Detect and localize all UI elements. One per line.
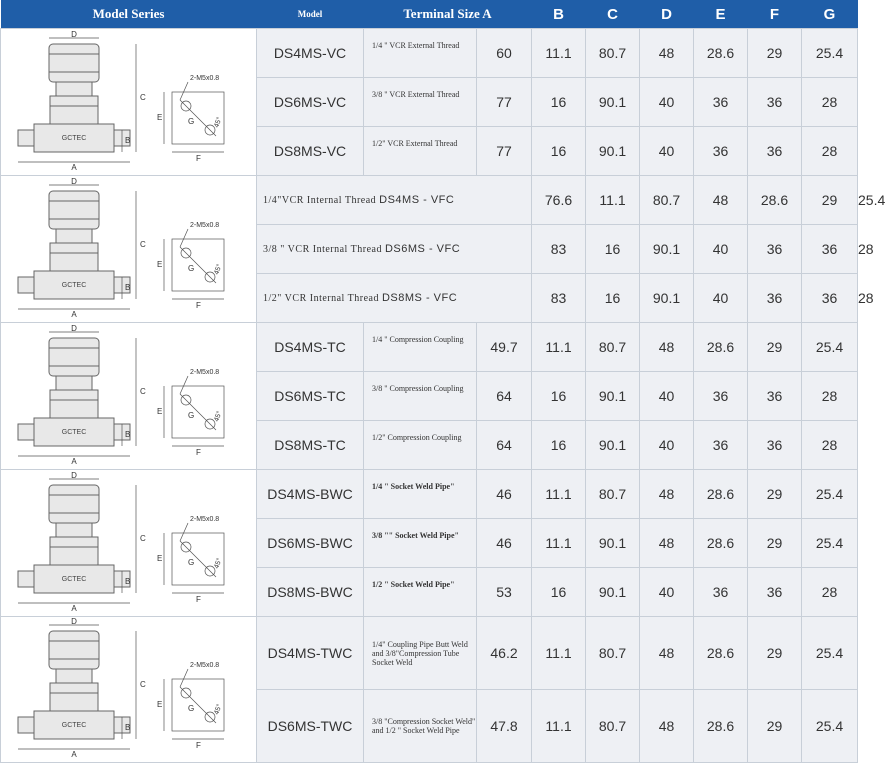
table-row (1, 470, 858, 519)
dim-c-cell: 90.1 (586, 78, 640, 127)
dim-g-cell: 25.4 (802, 519, 858, 568)
header-f: F (748, 0, 802, 29)
dim-c-label: C (139, 239, 146, 249)
dim-e-cell: 28.6 (694, 323, 748, 372)
valve-diagram (4, 471, 254, 611)
dim-f-cell: 29 (748, 519, 802, 568)
table-row: GCTEC D A C B E F G 2-M5x0.8 45° 1/4"VCR Internal Thread DS4MS - VFC 76.6 11.1 80.7 48 28.6 29 25.4 (1, 176, 858, 225)
terminal-model-cell (257, 176, 532, 225)
dim-c-cell: 90.1 (586, 568, 640, 617)
dim-a-cell: 46 (477, 470, 532, 519)
dim-b-cell: 11.1 (532, 690, 586, 763)
dim-a-label: A (70, 750, 77, 759)
dim-f-cell: 36 (748, 421, 802, 470)
dim-c-cell: 90.1 (640, 274, 694, 323)
bonnet-nut (50, 537, 98, 565)
dim-b-label: B (124, 135, 130, 145)
model-cell: DS6MS-VC (257, 78, 364, 127)
angle-label: 45° (212, 703, 224, 716)
dim-e-label: E (156, 406, 162, 416)
valve-diagram (4, 617, 254, 757)
terminal-cell: 1/4 " Compression Coupling (364, 323, 477, 372)
dim-f-cell: 29 (748, 470, 802, 519)
dim-c-cell: 90.1 (586, 372, 640, 421)
dim-e-cell: 36 (748, 225, 802, 274)
header-c: C (586, 0, 640, 29)
terminal-cell: 1/2" Compression Coupling (364, 421, 477, 470)
dim-g-cell: 28 (802, 127, 858, 176)
end-fitting-left (18, 130, 34, 146)
model-code: DS8MS - VFC (381, 292, 458, 304)
dim-c-cell: 80.7 (586, 617, 640, 690)
model-code: DS6MS - VFC (384, 243, 461, 255)
dim-a-cell: 46.2 (477, 617, 532, 690)
dim-c-cell: 90.1 (640, 225, 694, 274)
dim-e-cell: 28.6 (694, 617, 748, 690)
handle-knob (49, 338, 99, 376)
dim-d-label: D (70, 470, 77, 480)
diagram-cell (1, 617, 257, 763)
header-model-series: Model Series (1, 0, 257, 29)
dim-b-cell: 16 (532, 421, 586, 470)
dim-e-cell: 28.6 (694, 519, 748, 568)
valve-diagram (4, 30, 254, 170)
dim-c-cell: 80.7 (586, 470, 640, 519)
dim-f-cell: 29 (748, 617, 802, 690)
dim-e-cell: 36 (694, 421, 748, 470)
dim-b-cell: 11.1 (532, 323, 586, 372)
brand-mark: GCTEC (61, 134, 86, 142)
bonnet-neck (56, 669, 92, 683)
angle-label: 45° (212, 115, 224, 129)
dim-a-cell: 64 (477, 421, 532, 470)
dim-e-cell: 28.6 (694, 690, 748, 763)
thread-spec-label: 2-M5x0.8 (189, 368, 219, 376)
dim-c-cell: 80.7 (586, 323, 640, 372)
dim-d-cell: 48 (640, 519, 694, 568)
model-cell: DS8MS-TC (257, 421, 364, 470)
dim-a-cell: 47.8 (477, 690, 532, 763)
angle-label: 45° (212, 409, 224, 423)
header-e: E (694, 0, 748, 29)
brand-mark: GCTEC (61, 281, 86, 289)
header-terminal: Terminal Size A (364, 0, 532, 29)
dim-a-cell: 46 (477, 519, 532, 568)
dim-d-cell: 48 (640, 470, 694, 519)
dim-f-label: F (195, 447, 201, 457)
dim-f-label: F (195, 300, 201, 310)
dim-b-cell: 16 (532, 568, 586, 617)
dim-d-label: D (70, 176, 77, 186)
dim-f-cell: 36 (802, 274, 858, 323)
model-code: DS4MS - VFC (379, 194, 455, 206)
angle-label: 45° (212, 262, 224, 276)
dim-e-label: E (156, 259, 162, 269)
header-d: D (640, 0, 694, 29)
bonnet-nut (50, 390, 98, 418)
dim-f-label: F (195, 741, 201, 750)
dim-b-cell: 11.1 (532, 519, 586, 568)
dim-g-cell: 28 (802, 78, 858, 127)
thread-spec-label: 2-M5x0.8 (189, 74, 219, 82)
dim-b-cell: 16 (532, 78, 586, 127)
dim-f-label: F (195, 594, 201, 604)
dim-a-cell: 60 (477, 29, 532, 78)
bonnet-neck (56, 82, 92, 96)
dim-b-label: B (124, 429, 130, 439)
dim-g-cell: 25.4 (802, 29, 858, 78)
table-row (1, 617, 858, 690)
dim-e-label: E (156, 112, 162, 122)
terminal-cell: 1/4 " VCR External Thread (364, 29, 477, 78)
dim-b-cell: 16 (586, 225, 640, 274)
table-row: 3/8 " VCR Internal Thread DS6MS - VFC 83 16 90.1 40 36 36 28 (1, 225, 858, 274)
dim-f-cell: 29 (748, 323, 802, 372)
dim-c-cell: 80.7 (586, 690, 640, 763)
dim-c-label: C (139, 680, 146, 689)
dim-b-label: B (124, 282, 130, 292)
dim-d-cell: 48 (640, 690, 694, 763)
dim-d-cell: 48 (694, 176, 748, 225)
terminal-size: 3/8 " VCR Internal Thread (263, 244, 382, 255)
dim-a-label: A (70, 309, 77, 319)
dim-e-cell: 36 (694, 127, 748, 176)
dim-g-label: G (187, 116, 194, 126)
dim-c-label: C (139, 386, 146, 396)
dim-d-cell: 40 (640, 127, 694, 176)
dim-f-cell: 36 (748, 372, 802, 421)
end-fitting-left (18, 424, 34, 440)
dim-d-cell: 40 (640, 568, 694, 617)
dim-d-cell: 48 (640, 29, 694, 78)
header-g: G (802, 0, 858, 29)
dim-g-label: G (187, 704, 194, 713)
diagram-cell (1, 323, 257, 470)
dim-g-cell: 25.4 (802, 470, 858, 519)
terminal-size: 1/4"VCR Internal Thread (263, 195, 377, 206)
dim-d-label: D (70, 323, 77, 333)
dim-d-cell: 48 (640, 323, 694, 372)
dim-f-cell: 36 (748, 127, 802, 176)
dim-a-cell: 77 (477, 78, 532, 127)
diagram-cell (1, 176, 257, 323)
valve-diagram (4, 177, 254, 317)
terminal-cell: 3/8 "" Socket Weld Pipe" (364, 519, 477, 568)
dim-c-cell: 80.7 (640, 176, 694, 225)
dim-a-cell: 76.6 (532, 176, 586, 225)
handle-knob (49, 485, 99, 523)
dim-a-cell: 53 (477, 568, 532, 617)
dim-g-cell: 28 (802, 568, 858, 617)
bonnet-nut (50, 243, 98, 271)
dim-c-cell: 90.1 (586, 421, 640, 470)
dim-e-cell: 36 (748, 274, 802, 323)
dim-a-cell: 83 (532, 274, 586, 323)
diagram-cell (1, 470, 257, 617)
valve-diagram (4, 324, 254, 464)
dim-a-cell: 49.7 (477, 323, 532, 372)
dim-a-label: A (70, 603, 77, 613)
bonnet-neck (56, 229, 92, 243)
dim-b-label: B (124, 576, 130, 586)
model-cell: DS4MS-VC (257, 29, 364, 78)
dim-b-cell: 11.1 (532, 470, 586, 519)
handle-knob (49, 631, 99, 669)
dim-f-cell: 36 (802, 225, 858, 274)
bonnet-nut (50, 96, 98, 124)
dim-g-label: G (187, 263, 194, 273)
dim-e-label: E (156, 553, 162, 563)
dim-f-cell: 29 (748, 29, 802, 78)
brand-mark: GCTEC (61, 722, 86, 729)
diagram-cell (1, 29, 257, 176)
dim-a-cell: 77 (477, 127, 532, 176)
terminal-cell: 1/4 " Socket Weld Pipe" (364, 470, 477, 519)
thread-spec-label: 2-M5x0.8 (189, 221, 219, 229)
dim-d-cell: 40 (640, 372, 694, 421)
dim-g-cell: 28 (802, 372, 858, 421)
terminal-cell: 3/8 "Compression Socket Weld" and 1/2 " Socket Weld Pipe (364, 690, 477, 763)
model-cell: DS4MS-TC (257, 323, 364, 372)
dim-b-cell: 16 (532, 372, 586, 421)
end-fitting-left (18, 571, 34, 587)
terminal-model-cell (257, 225, 532, 274)
dim-g-cell: 25.4 (802, 617, 858, 690)
model-cell: DS8MS-VC (257, 127, 364, 176)
terminal-model-cell (257, 274, 532, 323)
model-cell: DS6MS-TWC (257, 690, 364, 763)
brand-mark: GCTEC (61, 428, 86, 436)
header-row (1, 0, 858, 29)
dim-g-label: G (187, 410, 194, 420)
model-cell: DS8MS-BWC (257, 568, 364, 617)
bonnet-neck (56, 523, 92, 537)
terminal-cell: 1/2" VCR External Thread (364, 127, 477, 176)
terminal-cell: 3/8 " Compression Coupling (364, 372, 477, 421)
dim-a-label: A (70, 162, 77, 172)
handle-knob (49, 191, 99, 229)
dim-b-cell: 16 (532, 127, 586, 176)
dim-e-cell: 36 (694, 372, 748, 421)
end-fitting-left (18, 277, 34, 293)
dim-d-cell: 40 (640, 421, 694, 470)
dim-a-cell: 83 (532, 225, 586, 274)
dim-b-cell: 11.1 (586, 176, 640, 225)
dim-e-cell: 28.6 (694, 29, 748, 78)
dim-g-label: G (187, 557, 194, 567)
dim-c-label: C (139, 533, 146, 543)
header-model: Model (257, 0, 364, 29)
dim-e-cell: 36 (694, 78, 748, 127)
dim-c-cell: 80.7 (586, 29, 640, 78)
dim-c-label: C (139, 92, 146, 102)
end-fitting-left (18, 717, 34, 733)
bonnet-neck (56, 376, 92, 390)
table-row (1, 323, 858, 372)
dim-b-cell: 11.1 (532, 29, 586, 78)
dim-b-label: B (124, 723, 130, 732)
dim-g-cell: 28 (802, 421, 858, 470)
dim-d-label: D (70, 29, 77, 39)
dim-d-cell: 40 (694, 274, 748, 323)
dim-c-cell: 90.1 (586, 519, 640, 568)
table-row: 1/2" VCR Internal Thread DS8MS - VFC 83 16 90.1 40 36 36 28 (1, 274, 858, 323)
dim-a-label: A (70, 456, 77, 466)
dim-f-cell: 36 (748, 568, 802, 617)
dim-e-cell: 28.6 (694, 470, 748, 519)
dim-f-cell: 36 (748, 78, 802, 127)
dim-g-cell: 25.4 (802, 690, 858, 763)
dim-d-cell: 40 (640, 78, 694, 127)
model-cell: DS6MS-BWC (257, 519, 364, 568)
dim-d-label: D (70, 617, 77, 626)
angle-label: 45° (212, 556, 224, 570)
dim-e-cell: 36 (694, 568, 748, 617)
table-row (1, 29, 858, 78)
dim-e-label: E (156, 700, 162, 709)
dim-g-cell: 25.4 (802, 323, 858, 372)
model-cell: DS4MS-TWC (257, 617, 364, 690)
terminal-cell: 3/8 " VCR External Thread (364, 78, 477, 127)
thread-spec-label: 2-M5x0.8 (189, 515, 219, 523)
terminal-cell: 1/4" Coupling Pipe Butt Weld and 3/8"Compression Tube Socket Weld (364, 617, 477, 690)
handle-knob (49, 44, 99, 82)
model-cell: DS6MS-TC (257, 372, 364, 421)
dim-f-label: F (195, 153, 201, 163)
thread-spec-label: 2-M5x0.8 (189, 662, 219, 669)
header-b: B (532, 0, 586, 29)
terminal-cell: 1/2 " Socket Weld Pipe" (364, 568, 477, 617)
dim-d-cell: 40 (694, 225, 748, 274)
dim-b-cell: 11.1 (532, 617, 586, 690)
dim-d-cell: 48 (640, 617, 694, 690)
dim-a-cell: 64 (477, 372, 532, 421)
dim-f-cell: 29 (748, 690, 802, 763)
brand-mark: GCTEC (61, 575, 86, 583)
bonnet-nut (50, 683, 98, 711)
model-cell: DS4MS-BWC (257, 470, 364, 519)
dim-c-cell: 90.1 (586, 127, 640, 176)
dim-f-cell: 29 (802, 176, 858, 225)
terminal-size: 1/2" VCR Internal Thread (263, 293, 379, 304)
dim-b-cell: 16 (586, 274, 640, 323)
dim-e-cell: 28.6 (748, 176, 802, 225)
